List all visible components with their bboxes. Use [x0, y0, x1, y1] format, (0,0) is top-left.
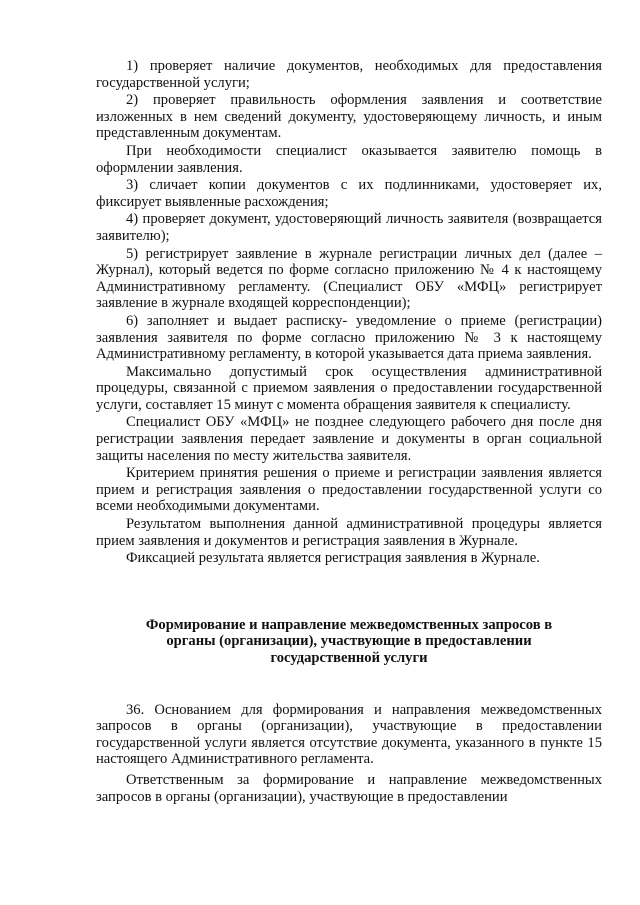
section-heading	[96, 617, 602, 667]
paragraph: При необходимости специалист оказывается заявителю помощь в оформлении заявления.	[96, 142, 602, 176]
paragraph: 6) заполняет и выдает расписку- уведомление о приеме (регистрации) заявления заявителя по форме согласно приложению № 3 к настоящему Административному регламенту, в которой указывается дата приема заявления.	[96, 312, 602, 363]
section-body	[96, 702, 602, 806]
paragraph: Результатом выполнения данной административной процедуры является прием заявления и документов и регистрация заявления в Журнале.	[96, 516, 602, 549]
paragraph: 36. Основанием для формирования и направления межведомственных запросов в органы (организации), участвующие в предоставлении государственной услуги является отсутствие документа, указанного в пункте 15 настоящего Административного регламента.	[96, 701, 602, 768]
paragraph: Критерием принятия решения о приеме и регистрации заявления является прием и регистрация заявления о предоставлении государственной услуги со всеми необходимыми документами.	[96, 465, 602, 515]
paragraph: 5) регистрирует заявление в журнале регистрации личных дел (далее – Журнал), который ведется по форме согласно приложению № 4 к настоящему Административному регламенту. (Специалист ОБУ «МФЦ» регистрирует заявление в журнале входящей корреспонденции);	[96, 245, 602, 312]
paragraph: Максимально допустимый срок осуществления административной процедуры, связанной с приемом заявления о предоставлении государственной услуги, составляет 15 минут с момента обращения заявителя к специалисту.	[96, 363, 602, 413]
paragraph: 2) проверяет правильность оформления заявления и соответствие изложенных в нем сведений документу, удостоверяющему личность, и иным представленным документам.	[96, 92, 602, 142]
heading-line: органы (организации), участвующие в предоставлении	[166, 633, 532, 650]
paragraph: Ответственным за формирование и направление межведомственных запросов в органы (организации), участвующие в предоставлении	[96, 771, 602, 805]
document-body	[96, 58, 602, 567]
heading-line: государственной услуги	[270, 650, 428, 666]
paragraph: Специалист ОБУ «МФЦ» не позднее следующего рабочего дня после дня регистрации заявления передает заявление и документы в орган социальной защиты населения по месту жительства заявителя.	[96, 414, 602, 464]
paragraph: 1) проверяет наличие документов, необходимых для предоставления государственной услуги;	[96, 58, 602, 91]
paragraph: 4) проверяет документ, удостоверяющий личность заявителя (возвращается заявителю);	[96, 211, 602, 244]
heading-line: Формирование и направление межведомственных запросов в	[145, 616, 553, 633]
paragraph: 3) сличает копии документов с их подлинниками, удостоверяет их, фиксирует выявленные расхождения;	[96, 177, 602, 210]
paragraph: Фиксацией результата является регистрация заявления в Журнале.	[126, 550, 540, 567]
